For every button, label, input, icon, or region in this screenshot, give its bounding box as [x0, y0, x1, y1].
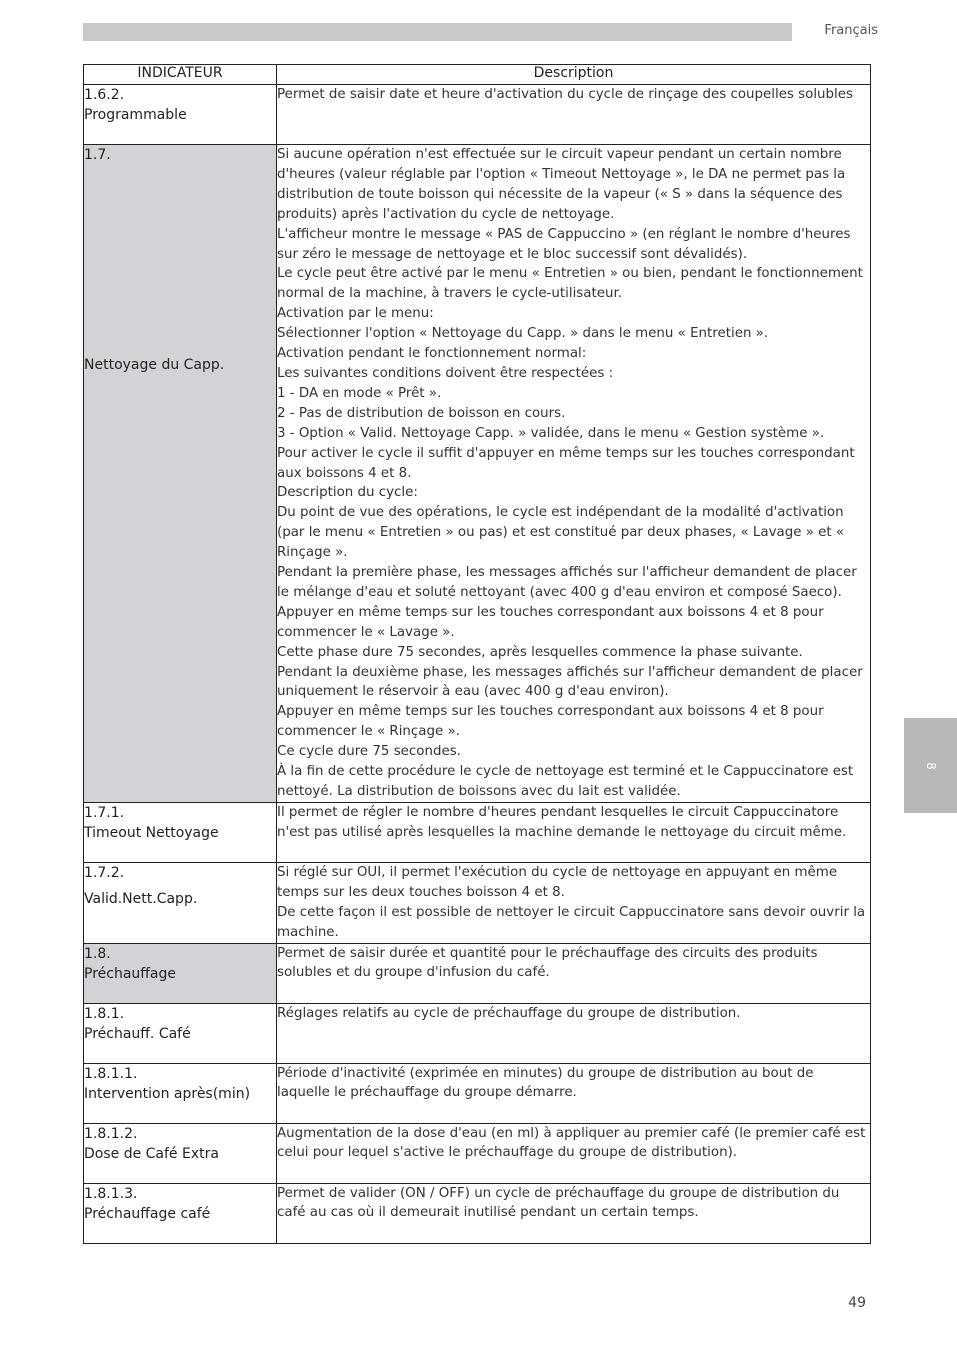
description-text: Activation par le menu:: [277, 306, 434, 322]
description-header: Description: [277, 65, 871, 85]
indicator-label: Dose de Café Extra: [84, 1145, 219, 1162]
description-text: À la fin de cette procédure le cycle de nettoyage est terminé et le Cappuccinatore est nettoyé. La distribution de boissons avec du lait est validée.: [277, 764, 854, 799]
description-text: Période d'inactivité (exprimée en minutes) du groupe de distribution au bout de laquelle le préchauffage du groupe démarre.: [277, 1065, 814, 1101]
chapter-tab-label: 8: [923, 761, 938, 770]
indicator-code: 1.6.2.: [84, 87, 125, 103]
description-cell: [277, 802, 871, 862]
table-row: [84, 85, 871, 145]
table-row: [84, 802, 871, 862]
page-number: 49: [848, 1295, 866, 1311]
indicator-cell: [84, 85, 277, 145]
indicator-cell: [84, 1123, 277, 1183]
description-text: Description du cycle:: [277, 485, 418, 501]
description-text: 1 - DA en mode « Prêt ».: [277, 385, 442, 401]
indicator-label: Valid.Nett.Capp.: [84, 890, 198, 907]
indicator-code: 1.8.1.1.: [84, 1065, 138, 1082]
description-text: Si réglé sur OUI, il permet l'exécution du cycle de nettoyage en appuyant en même temps sur les deux touches boisson 4 et 8.: [277, 864, 838, 900]
description-text: Activation pendant le fonctionnement normal:: [277, 346, 587, 362]
indicator-code: 1.8.: [84, 945, 111, 962]
header-bar: [83, 23, 792, 41]
indicator-header: INDICATEUR: [84, 65, 277, 85]
description-cell: [277, 145, 871, 803]
indicator-cell: [84, 943, 277, 1003]
description-cell: [277, 862, 871, 943]
description-cell: [277, 943, 871, 1003]
indicator-cell: [84, 1003, 277, 1063]
description-cell: [277, 1003, 871, 1063]
indicator-code: 1.7.1.: [84, 804, 125, 821]
indicator-code: 1.8.1.3.: [84, 1185, 138, 1202]
settings-table: [83, 64, 871, 1244]
indicator-code: 1.8.1.: [84, 1005, 125, 1022]
description-text: Cette phase dure 75 secondes, après lesquelles commence la phase suivante.: [277, 644, 803, 660]
description-text: 3 - Option « Valid. Nettoyage Capp. » validée, dans le menu « Gestion système ».: [277, 425, 825, 441]
description-text: Appuyer en même temps sur les touches correspondant aux boissons 4 et 8 pour commencer le « Rinçage ».: [277, 704, 824, 740]
indicator-label: Préchauff. Café: [84, 1025, 191, 1042]
table-row: [84, 943, 871, 1003]
description-cell: [277, 1183, 871, 1243]
table-row: [84, 1183, 871, 1243]
description-text: Permet de saisir date et heure d'activation du cycle de rinçage des coupelles solubles: [277, 87, 853, 102]
table-row: [84, 862, 871, 943]
description-text: Permet de saisir durée et quantité pour le préchauffage des circuits des produits solubles et du groupe d'infusion du café.: [277, 945, 818, 981]
indicator-label: Timeout Nettoyage: [84, 824, 219, 841]
indicator-cell: [84, 802, 277, 862]
description-text: Pour activer le cycle il suffit d'appuyer en même temps sur les touches correspondant aux boissons 4 et 8.: [277, 445, 855, 481]
description-text: Pendant la première phase, les messages affichés sur l'afficheur demandent de placer le mélange d'eau et soluté nettoyant (avec 400 g d'eau environ et composé Saeco).: [277, 565, 857, 600]
indicator-label: Nettoyage du Capp.: [84, 357, 225, 373]
indicator-code: 1.7.: [84, 147, 111, 163]
table-header-row: [84, 65, 871, 85]
indicator-label: Préchauffage: [84, 965, 177, 982]
description-text: Si aucune opération n'est effectuée sur le circuit vapeur pendant un certain nombre d'heures (valeur réglable par l'option « Timeout Nettoyage », le DA ne permet pas la distribution de toute boisson qui nécessite de la vapeur (« S » dans la séquence des produits) après l'activation du cycle de nettoyage.: [277, 147, 846, 222]
indicator-cell: [84, 145, 277, 803]
indicator-code: 1.7.2.: [84, 864, 125, 881]
indicator-cell: [84, 1183, 277, 1243]
language-label: Français: [824, 23, 878, 38]
indicator-code: 1.8.1.2.: [84, 1125, 138, 1142]
table-row: [84, 1123, 871, 1183]
description-text: L'afficheur montre le message « PAS de Cappuccino » (en réglant le nombre d'heures sur zéro le message de nettoyage et le bloc successif sont dévalidés).: [277, 226, 851, 262]
indicator-cell: [84, 1063, 277, 1123]
description-cell: [277, 1123, 871, 1183]
description-text: De cette façon il est possible de nettoyer le circuit Cappuccinatore sans devoir ouvrir la machine.: [277, 904, 866, 940]
table-row: [84, 1063, 871, 1123]
indicator-label: Intervention après(min): [84, 1085, 251, 1102]
indicator-label: Préchauffage café: [84, 1205, 211, 1222]
chapter-tab: [904, 718, 957, 813]
indicator-label: Programmable: [84, 107, 187, 123]
description-text: Les suivantes conditions doivent être respectées :: [277, 365, 614, 381]
description-text: Ce cycle dure 75 secondes.: [277, 744, 461, 760]
description-text: Permet de valider (ON / OFF) un cycle de préchauffage du groupe de distribution du café au cas où il demeurait inutilisé pendant un certain temps.: [277, 1185, 840, 1221]
description-cell: [277, 1063, 871, 1123]
description-text: Réglages relatifs au cycle de préchauffage du groupe de distribution.: [277, 1005, 741, 1021]
description-text: 2 - Pas de distribution de boisson en cours.: [277, 405, 566, 421]
description-cell: [277, 85, 871, 145]
description-text: Du point de vue des opérations, le cycle est indépendant de la modalité d'activation (par le menu « Entretien » ou pas) et est constitué par deux phases, « Lavage » et « Rinçage ».: [277, 505, 845, 561]
table-row: [84, 145, 871, 803]
description-text: Le cycle peut être activé par le menu « Entretien » ou bien, pendant le fonctionnement normal de la machine, à travers le cycle-utilisateur.: [277, 266, 863, 302]
indicator-cell: [84, 862, 277, 943]
description-text: Appuyer en même temps sur les touches correspondant aux boissons 4 et 8 pour commencer le « Lavage ».: [277, 604, 824, 640]
description-text: Augmentation de la dose d'eau (en ml) à appliquer au premier café (le premier café est celui pour lequel s'active le préchauffage du groupe de distribution).: [277, 1125, 866, 1161]
description-text: Il permet de régler le nombre d'heures pendant lesquelles le circuit Cappuccinatore n'est pas utilisé après lesquelles la machine demande le nettoyage du circuit même.: [277, 804, 847, 840]
table-row: [84, 1003, 871, 1063]
description-text: Sélectionner l'option « Nettoyage du Capp. » dans le menu « Entretien ».: [277, 326, 769, 342]
description-text: Pendant la deuxième phase, les messages affichés sur l'afficheur demandent de placer uniquement le réservoir à eau (avec 400 g d'eau environ).: [277, 664, 863, 700]
